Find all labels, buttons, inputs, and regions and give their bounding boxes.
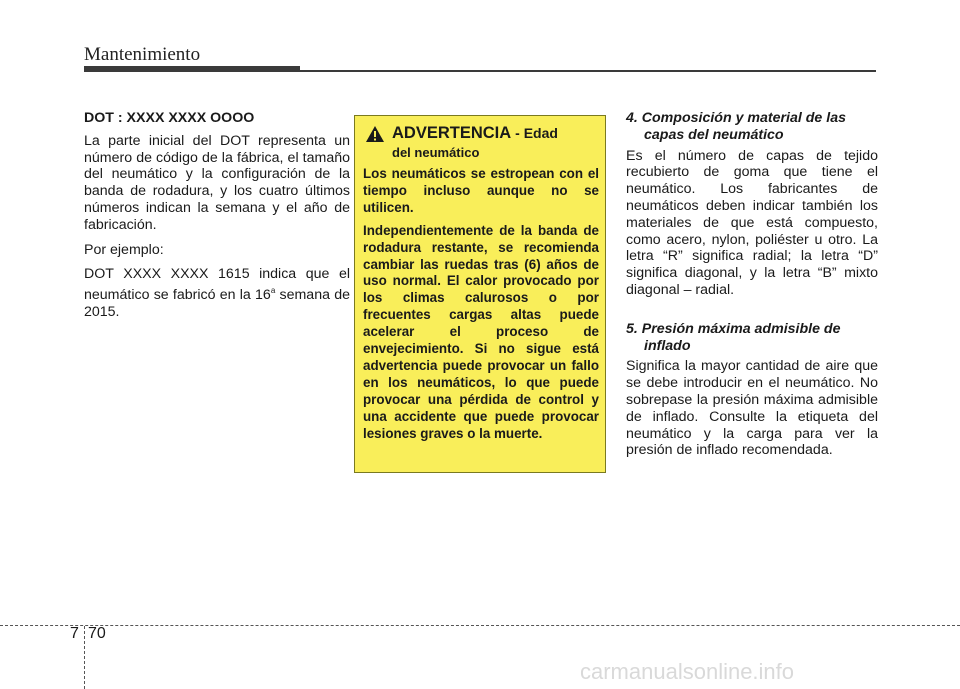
example-text: [84, 266, 350, 320]
warning-title: [392, 124, 558, 143]
warning-paragraph-2: Independientemente de la banda de rodadura restante, se recomienda cambiar las ruedas tras (6) años de uso normal. El calor provocado por los climas calurosos o por frecuentes cargas altas puede acelerar el proceso de envejecimiento. Si no sigue está advertencia puede provocar un fallo en los neumáticos, lo que puede provocar una pérdida de control y una accidente que puede provocar lesiones graves o la muerte.: [363, 222, 599, 441]
warning-title-suffix: - Edad: [515, 125, 558, 141]
dot-heading: DOT : XXXX XXXX OOOO: [84, 110, 255, 126]
dot-description: La parte inicial del DOT representa un número de código de la fábrica, el tamaño del neumático y la configuración de la banda de rodadura, y los cuatro últimos números indican la semana y el año de fabricación.: [84, 132, 350, 233]
warning-triangle-icon: [365, 125, 385, 143]
page-number: 70: [88, 625, 106, 642]
section-4-heading: 4. Composición y material de las capas del neumático: [626, 110, 846, 143]
warning-subtitle: del neumático: [392, 145, 480, 160]
warning-box: [354, 115, 606, 473]
footer-divider: [84, 626, 85, 689]
warning-paragraph-1: Los neumáticos se estropean con el tiempo incluso aunque no se utilicen.: [363, 166, 599, 215]
warning-body: [363, 166, 599, 449]
example-text-main: DOT XXXX XXXX 1615 indica que el neumático se fabricó en la 16: [84, 266, 350, 304]
ordinal-superscript: a: [270, 286, 276, 296]
chapter-number: 7: [70, 625, 79, 642]
section-4-text: Es el número de capas de tejido recubierto de goma que tiene el neumático. Los fabricantes de neumáticos deben indicar también los materiales de que está compuesto, como acero, nylon, poliéster u otro. La letra “R” significa radial; la letra “D” significa diagonal, y la letra “B” mixto diagonal – radial.: [626, 147, 878, 298]
watermark-text: carmanualsonline.info: [580, 659, 795, 684]
page-header-title: Mantenimiento: [84, 44, 201, 65]
example-text-end: semana de 2015.: [84, 287, 350, 320]
footer-rule: [0, 625, 960, 626]
header-rule: [300, 70, 876, 72]
section-5-text: Significa la mayor cantidad de aire que se debe introducir en el neumático. No sobrepase la presión máxima admisible de inflado. Consulte la etiqueta del neumático y la carga para ver la presión de inflado recomendada.: [626, 358, 878, 459]
section-5-heading: 5. Presión máxima admisible de inflado: [626, 320, 841, 354]
example-label: Por ejemplo:: [84, 241, 164, 258]
warning-title-main: ADVERTENCIA: [392, 124, 511, 142]
header-bar: [84, 66, 300, 72]
left-column: [84, 110, 350, 329]
right-column: [626, 110, 878, 467]
